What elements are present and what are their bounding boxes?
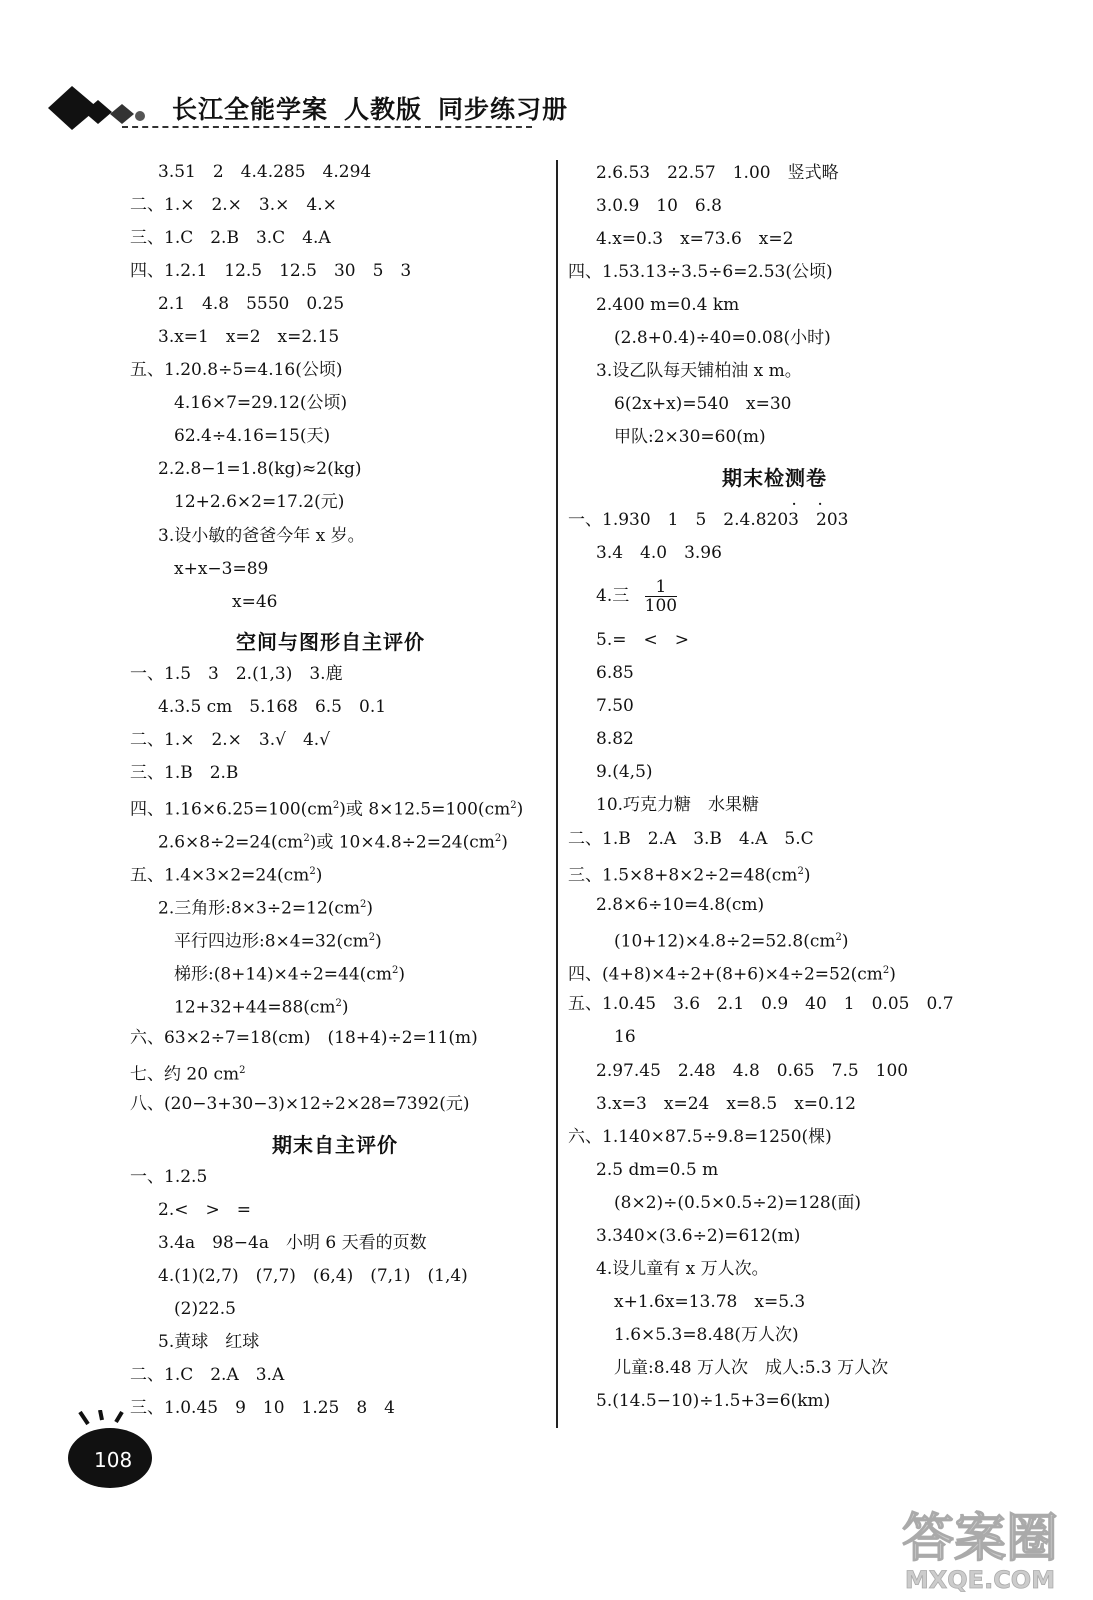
superscript: 2 <box>309 866 316 877</box>
header-dashed-rule <box>122 126 532 128</box>
answer-line <box>568 961 896 985</box>
answer-text: ) <box>803 865 811 886</box>
answer-line: 2.400 m=0.4 km <box>596 295 740 315</box>
answer-text: )或 8×12.5=100(cm <box>339 799 511 820</box>
answer-line: 2.8×6÷10=4.8(cm) <box>596 895 765 915</box>
section-title: 期末自主评价 <box>272 1133 398 1157</box>
header-edition: 人教版 <box>344 95 423 124</box>
answer-line: (2.8+0.4)÷40=0.08(小时) <box>614 328 831 348</box>
answer-line: 3.x=1 x=2 x=2.15 <box>158 327 340 347</box>
answer-text: 12+32+44=88(cm <box>174 997 336 1018</box>
answer-line: 12+2.6×2=17.2(元) <box>174 492 345 512</box>
answer-line: 一、1.2.5 <box>130 1167 208 1187</box>
answer-line: 6.85 <box>596 663 634 683</box>
answer-line: 6(2x+x)=540 x=30 <box>614 394 792 414</box>
watermark-text: 答案圈 <box>901 1509 1059 1569</box>
answer-line <box>158 895 373 919</box>
answer-line: (2)22.5 <box>174 1299 236 1319</box>
answer-line: 4.x=0.3 x=73.6 x=2 <box>596 229 794 249</box>
answer-line: 3.4a 98−4a 小明 6 天看的页数 <box>158 1233 427 1253</box>
fraction-denominator: 100 <box>644 596 678 616</box>
answer-line <box>568 862 810 886</box>
answer-line: 7.50 <box>596 696 634 716</box>
answer-text: 五、1.4×3×2=24(cm <box>130 865 310 886</box>
answer-line: 五、1.20.8÷5=4.16(公顷) <box>130 360 343 380</box>
answer-line: 二、1.× 2.× 3.× 4.× <box>130 195 337 215</box>
superscript: 2 <box>303 833 310 844</box>
answer-line: 4.3.5 cm 5.168 6.5 0.1 <box>158 697 387 717</box>
answer-line: 2.6.53 22.57 1.00 竖式略 <box>596 163 839 183</box>
answer-text: 四、(4+8)×4÷2+(8+6)×4÷2=52(cm <box>568 964 883 985</box>
superscript: 2 <box>332 800 340 811</box>
answer-text: 七、约 20 cm <box>130 1064 240 1085</box>
answer-line: (8×2)÷(0.5×0.5÷2)=128(面) <box>614 1193 861 1213</box>
answer-text: (10+12)×4.8÷2=52.8(cm <box>614 931 836 952</box>
answer-line <box>158 829 508 853</box>
answer-line <box>130 862 322 886</box>
answer-line: 2.2.8−1=1.8(kg)≈2(kg) <box>158 459 362 479</box>
answer-line: 2.1 4.8 5550 0.25 <box>158 294 345 314</box>
answer-line: 8.82 <box>596 729 634 749</box>
answer-text: )或 10×4.8÷2=24(cm <box>309 832 495 853</box>
answer-line: 四、1.53.13÷3.5÷6=2.53(公顷) <box>568 262 833 282</box>
answer-line: 一、1.930 1 5 2.4.8203 203 <box>568 510 849 530</box>
fraction-numerator: 1 <box>645 578 677 597</box>
answer-line: 二、1.× 2.× 3.√ 4.√ <box>130 730 331 750</box>
answer-line: 62.4÷4.16=15(天) <box>174 426 331 446</box>
answer-line: 甲队:2×30=60(m) <box>614 427 766 447</box>
answer-line: 2.97.45 2.48 4.8 0.65 7.5 100 <box>596 1061 909 1081</box>
answer-line <box>174 994 349 1018</box>
answer-line: 2.< > = <box>158 1200 251 1220</box>
fraction <box>645 578 677 615</box>
answer-line: 二、1.C 2.A 3.A <box>130 1365 285 1385</box>
answer-text: ) <box>375 931 382 952</box>
answer-line: 5.黄球 红球 <box>158 1332 260 1352</box>
superscript: 2 <box>797 866 804 877</box>
answer-line: 9.(4,5) <box>596 762 653 782</box>
answer-line: 4.设儿童有 x 万人次。 <box>596 1259 769 1279</box>
superscript: 2 <box>360 899 367 910</box>
answer-line <box>596 578 677 615</box>
answer-line: 5.= < > <box>596 630 689 650</box>
answer-line: 2.5 dm=0.5 m <box>596 1160 719 1180</box>
answer-line: 3.51 2 4.4.285 4.294 <box>158 162 372 182</box>
answer-text: 三、1.5×8+8×2÷2=48(cm <box>568 865 798 886</box>
answer-text: ) <box>341 997 349 1018</box>
answer-line: 二、1.B 2.A 3.B 4.A 5.C <box>568 829 814 849</box>
header-book: 同步练习册 <box>438 95 569 124</box>
repeating-decimal-dot: · <box>792 497 797 511</box>
section-title: 空间与图形自主评价 <box>236 630 425 654</box>
answer-line: 儿童:8.48 万人次 成人:5.3 万人次 <box>614 1358 889 1378</box>
answer-line: 4.16×7=29.12(公顷) <box>174 393 348 413</box>
watermark-logo <box>880 1500 1080 1596</box>
answer-line: 3.设小敏的爸爸今年 x 岁。 <box>158 526 365 546</box>
answer-line: 三、1.B 2.B <box>130 763 239 783</box>
answer-text: 梯形:(8+14)×4÷2=44(cm <box>174 964 392 985</box>
answer-line: 3.4 4.0 3.96 <box>596 543 722 563</box>
answer-text: 2.三角形:8×3÷2=12(cm <box>158 898 361 919</box>
answer-line: 16 <box>614 1027 636 1047</box>
section-title: 期末检测卷 <box>722 466 827 490</box>
answer-text: 平行四边形:8×4=32(cm <box>174 931 369 952</box>
answer-text: ) <box>366 898 374 919</box>
answer-text: 4.三 <box>596 586 630 606</box>
answer-line: 3.340×(3.6÷2)=612(m) <box>596 1226 801 1246</box>
watermark-site: MXQE.COM <box>904 1566 1056 1594</box>
answer-line: 八、(20−3+30−3)×12÷2×28=7392(元) <box>130 1094 470 1114</box>
answer-line <box>130 1061 245 1085</box>
answer-line: 三、1.0.45 9 10 1.25 8 4 <box>130 1398 396 1418</box>
answer-line <box>130 796 523 820</box>
repeating-decimal-dot: · <box>818 497 823 511</box>
answer-text: 2.6×8÷2=24(cm <box>158 832 304 853</box>
answer-line <box>174 928 382 952</box>
page-number: 108 <box>94 1448 133 1472</box>
answer-line <box>614 928 849 952</box>
superscript: 2 <box>391 965 399 976</box>
answer-line: 3.0.9 10 6.8 <box>596 196 722 216</box>
answer-line: 五、1.0.45 3.6 2.1 0.9 40 1 0.05 0.7 <box>568 994 954 1014</box>
header-series: 长江全能学案 <box>172 95 329 124</box>
answer-line: 5.(14.5−10)÷1.5+3=6(km) <box>596 1391 831 1411</box>
superscript: 2 <box>239 1065 246 1076</box>
superscript: 2 <box>494 833 502 844</box>
answer-line: 1.6×5.3=8.48(万人次) <box>614 1325 799 1345</box>
answer-text: ) <box>516 799 524 820</box>
answer-line: x+1.6x=13.78 x=5.3 <box>614 1292 806 1312</box>
answer-line: 六、1.140×87.5÷9.8=1250(棵) <box>568 1127 832 1147</box>
header-title <box>172 90 568 126</box>
superscript: 2 <box>835 932 842 943</box>
answer-line: 4.(1)(2,7) (7,7) (6,4) (7,1) (1,4) <box>158 1266 468 1286</box>
page-header <box>40 78 569 138</box>
answer-line: 3.x=3 x=24 x=8.5 x=0.12 <box>596 1094 856 1114</box>
answer-text: 四、1.16×6.25=100(cm <box>130 799 333 820</box>
answer-line: x+x−3=89 <box>174 559 269 579</box>
superscript: 2 <box>368 932 376 943</box>
answer-line: 三、1.C 2.B 3.C 4.A <box>130 228 331 248</box>
answer-line: 一、1.5 3 2.(1,3) 3.鹿 <box>130 664 343 684</box>
answer-line: 10.巧克力糖 水果糖 <box>596 795 760 815</box>
column-divider <box>556 160 558 1428</box>
answer-line: 六、63×2÷7=18(cm) (18+4)÷2=11(m) <box>130 1028 478 1048</box>
superscript: 2 <box>335 998 342 1009</box>
answer-text: ) <box>398 964 405 985</box>
superscript: 2 <box>510 800 517 811</box>
answer-text: ) <box>315 865 323 886</box>
answer-text: ) <box>501 832 508 853</box>
answer-line: 3.设乙队每天铺柏油 x m。 <box>596 361 802 381</box>
answer-line: x=46 <box>232 592 278 612</box>
answer-text: ) <box>889 964 896 985</box>
superscript: 2 <box>882 965 890 976</box>
answer-line <box>174 961 405 985</box>
answer-text: ) <box>841 931 849 952</box>
answer-line: 四、1.2.1 12.5 12.5 30 5 3 <box>130 261 412 281</box>
